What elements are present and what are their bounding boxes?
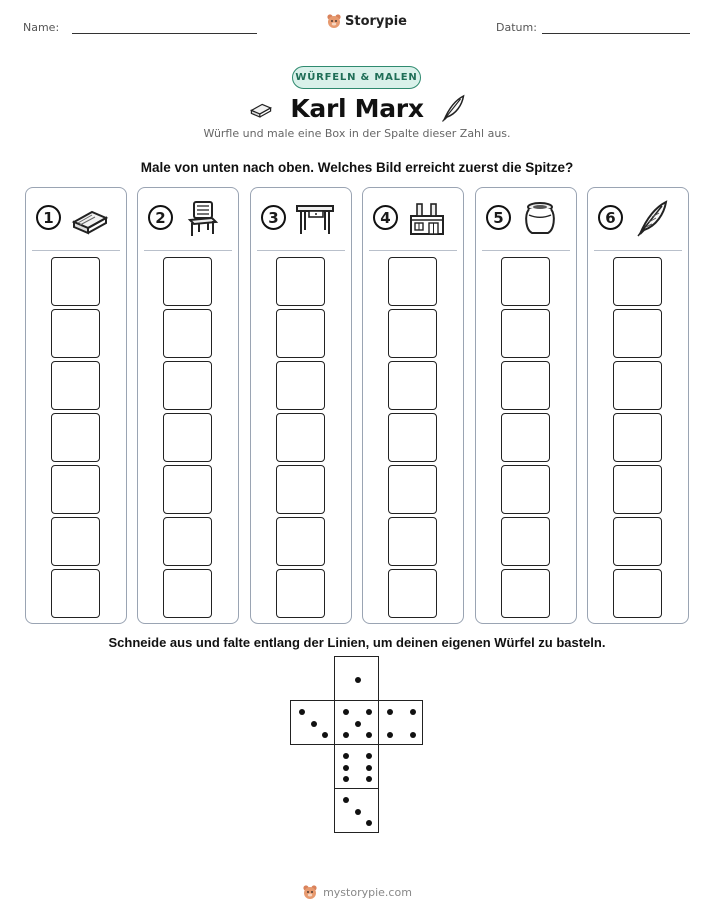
color-box[interactable] [388, 465, 437, 514]
column-divider [144, 250, 232, 251]
color-box[interactable] [613, 361, 662, 410]
brand-name: Storypie [345, 13, 407, 29]
die-pip [343, 732, 349, 738]
subtitle: Würfle und male eine Box in der Spalte dieser Zahl aus. [203, 127, 511, 140]
brand-logo [326, 13, 407, 29]
column-header [138, 188, 238, 250]
activity-badge: WÜRFELN & MALEN [292, 66, 421, 89]
cut-instruction: Schneide aus und falte entlang der Linien, um deinen eigenen Würfel zu basteln. [108, 635, 606, 650]
die-face-3-bottom [334, 788, 379, 833]
die-pip [343, 797, 349, 803]
color-box[interactable] [51, 465, 100, 514]
color-box[interactable] [163, 569, 212, 618]
column-5 [475, 187, 577, 624]
die-face-6 [334, 744, 379, 789]
color-box[interactable] [388, 569, 437, 618]
die-pip [366, 776, 372, 782]
column-6 [587, 187, 689, 624]
column-number: 6 [598, 205, 623, 230]
color-box[interactable] [501, 517, 550, 566]
column-divider [594, 250, 682, 251]
die-face-3 [290, 700, 335, 745]
die-pip [343, 765, 349, 771]
bear-mascot-icon [302, 884, 318, 900]
die-pip [410, 732, 416, 738]
column-number: 2 [148, 205, 173, 230]
color-box[interactable] [388, 517, 437, 566]
color-box[interactable] [388, 309, 437, 358]
column-number: 5 [486, 205, 511, 230]
color-box[interactable] [163, 413, 212, 462]
footer-url[interactable]: mystorypie.com [323, 885, 412, 899]
color-box[interactable] [613, 517, 662, 566]
color-box[interactable] [163, 309, 212, 358]
book-icon [70, 198, 110, 238]
name-label: Name: [23, 21, 60, 34]
color-box[interactable] [276, 517, 325, 566]
column-header [26, 188, 126, 250]
date-label: Datum: [496, 21, 537, 34]
die-pip [366, 709, 372, 715]
die-pip [355, 721, 361, 727]
color-box[interactable] [163, 465, 212, 514]
die-face-1 [334, 656, 379, 701]
color-box[interactable] [613, 465, 662, 514]
color-box[interactable] [388, 361, 437, 410]
color-box[interactable] [501, 309, 550, 358]
color-box[interactable] [276, 413, 325, 462]
color-box[interactable] [276, 465, 325, 514]
feather-icon [632, 198, 672, 238]
die-pip [366, 753, 372, 759]
die-pip [366, 765, 372, 771]
die-pip [343, 776, 349, 782]
die-pip [387, 732, 393, 738]
color-box[interactable] [163, 517, 212, 566]
color-box[interactable] [388, 413, 437, 462]
book-icon [246, 96, 276, 120]
color-box[interactable] [276, 569, 325, 618]
column-4 [362, 187, 464, 624]
die-pip [343, 753, 349, 759]
color-box[interactable] [276, 361, 325, 410]
title-row [0, 90, 714, 126]
color-box[interactable] [51, 309, 100, 358]
die-pip [410, 709, 416, 715]
instruction-text: Male von unten nach oben. Welches Bild erreicht zuerst die Spitze? [140, 160, 574, 175]
column-header [251, 188, 351, 250]
die-pip [299, 709, 305, 715]
name-line [72, 33, 257, 34]
color-box[interactable] [613, 257, 662, 306]
date-line [542, 33, 690, 34]
die-face-5 [334, 700, 379, 745]
die-pip [343, 709, 349, 715]
column-header [476, 188, 576, 250]
column-divider [257, 250, 345, 251]
color-box[interactable] [501, 413, 550, 462]
color-box[interactable] [388, 257, 437, 306]
column-number: 4 [373, 205, 398, 230]
column-number: 3 [261, 205, 286, 230]
die-pip [366, 820, 372, 826]
column-number: 1 [36, 205, 61, 230]
color-box[interactable] [51, 569, 100, 618]
chair-icon [182, 198, 222, 238]
color-box[interactable] [276, 257, 325, 306]
color-box[interactable] [51, 413, 100, 462]
color-box[interactable] [51, 257, 100, 306]
color-box[interactable] [276, 309, 325, 358]
die-pip [355, 677, 361, 683]
color-box[interactable] [501, 361, 550, 410]
color-box[interactable] [163, 361, 212, 410]
color-box[interactable] [51, 361, 100, 410]
die-pip [311, 721, 317, 727]
column-divider [32, 250, 120, 251]
color-box[interactable] [613, 309, 662, 358]
die-face-4 [378, 700, 423, 745]
pot-icon [520, 198, 560, 238]
column-header [588, 188, 688, 250]
feather-icon [438, 91, 468, 125]
factory-icon [407, 198, 447, 238]
color-box[interactable] [51, 517, 100, 566]
column-1 [25, 187, 127, 624]
column-header [363, 188, 463, 250]
color-box[interactable] [501, 569, 550, 618]
bear-mascot-icon [326, 13, 342, 29]
column-divider [482, 250, 570, 251]
column-3 [250, 187, 352, 624]
color-box[interactable] [163, 257, 212, 306]
color-box[interactable] [501, 465, 550, 514]
color-box[interactable] [613, 413, 662, 462]
column-divider [369, 250, 457, 251]
color-box[interactable] [501, 257, 550, 306]
desk-icon [295, 198, 335, 238]
die-pip [387, 709, 393, 715]
die-pip [366, 732, 372, 738]
column-2 [137, 187, 239, 624]
color-box[interactable] [613, 569, 662, 618]
footer [0, 884, 714, 900]
die-pip [322, 732, 328, 738]
page-title: Karl Marx [290, 93, 424, 123]
die-pip [355, 809, 361, 815]
